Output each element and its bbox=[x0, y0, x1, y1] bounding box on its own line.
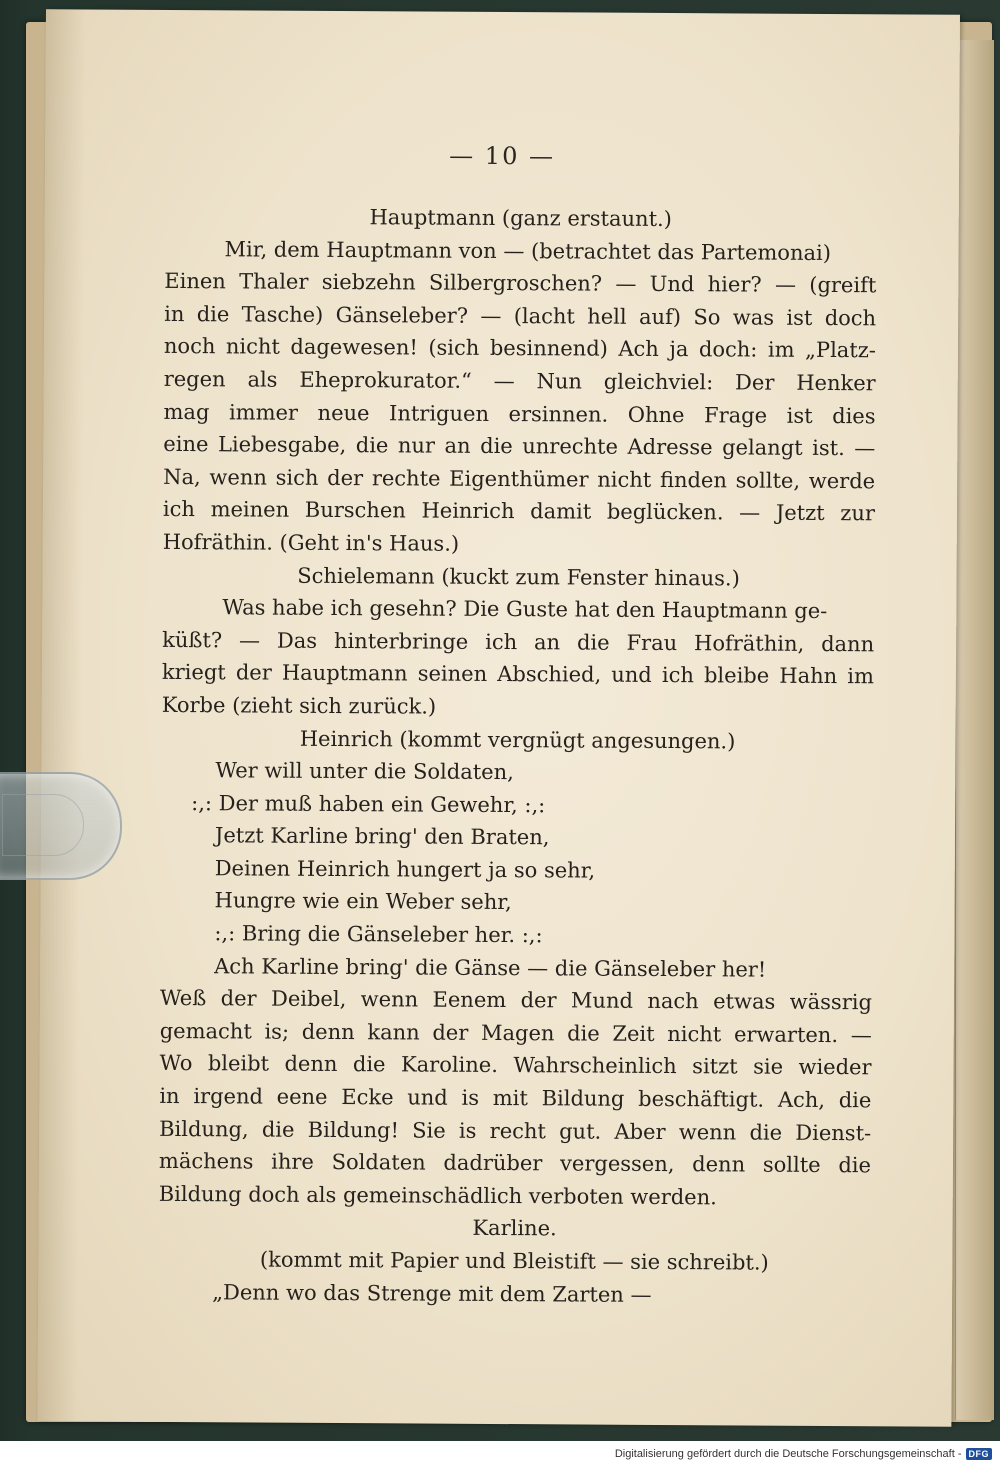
text-line: Jetzt Karline bring' den Braten, bbox=[214, 823, 550, 850]
text-line: :,: Der muß haben ein Gewehr, :,: bbox=[191, 790, 546, 817]
text-line: Hungre wie ein Weber sehr, bbox=[214, 888, 512, 915]
text-line: Deinen Heinrich hungert ja so sehr, bbox=[214, 856, 596, 883]
text-line: Korbe (zieht sich zurück.) bbox=[161, 692, 437, 719]
text-line: mächens ihre Soldaten dadrüber vergessen, denn sollte die bbox=[158, 1149, 872, 1178]
text-line: Karline. bbox=[472, 1216, 557, 1241]
text-line: Bildung doch als gemeinschädlich verboten werden. bbox=[158, 1181, 717, 1210]
text-line: Ach Karline bring' die Gänse — die Gänseleber her! bbox=[214, 953, 767, 982]
dfg-logo: DFG bbox=[966, 1448, 993, 1460]
text-line: mag immer neue Intriguen ersinnen. Ohne Frage ist dies bbox=[163, 399, 876, 428]
text-line: kriegt der Hauptmann seinen Abschied, und ich bleibe Hahn im bbox=[161, 660, 875, 689]
text-line: Was habe ich gesehn? Die Guste hat den Hauptmann ge- bbox=[222, 595, 828, 624]
text-line: gemacht is; denn kann der Magen die Zeit nicht erwarten. — bbox=[159, 1018, 872, 1048]
text-line: Weß der Deibel, wenn Eenem der Mund nach etwas wässrig bbox=[159, 986, 873, 1015]
digitization-footer bbox=[0, 1441, 1000, 1467]
page-number: — 10 — bbox=[449, 141, 556, 171]
footer-credit: Digitalisierung gefördert durch die Deutsche Forschungsgemeinschaft - bbox=[614, 1448, 962, 1460]
text-line: in irgend eene Ecke und is mit Bildung beschäftigt. Ach, die bbox=[159, 1083, 872, 1113]
bookmark-clip-inner bbox=[2, 794, 84, 856]
text-line: Hofräthin. (Geht in's Haus.) bbox=[162, 529, 460, 556]
text-line: Einen Thaler siebzehn Silbergroschen? — Und hier? — (greift bbox=[164, 269, 877, 298]
text-line: ich meinen Burschen Heinrich damit beglücken. — Jetzt zur bbox=[162, 497, 876, 526]
bookmark-clip bbox=[0, 772, 122, 880]
text-line: Heinrich (kommt vergnügt angesungen.) bbox=[299, 726, 736, 753]
page-text bbox=[158, 200, 877, 1313]
text-line: Schielemann (kuckt zum Fenster hinaus.) bbox=[297, 563, 740, 590]
text-line: „Denn wo das Strenge mit dem Zarten — bbox=[212, 1279, 652, 1307]
text-line: (kommt mit Papier und Bleistift — sie schreibt.) bbox=[259, 1247, 769, 1275]
text-line: regen als Eheprokurator.“ — Nun gleichviel: Der Henker bbox=[163, 366, 876, 396]
text-line: Wo bleibt denn die Karoline. Wahrscheinlich sitzt sie wieder bbox=[159, 1051, 872, 1080]
text-line: küßt? — Das hinterbringe ich an die Frau Hofräthin, dann bbox=[162, 627, 875, 656]
text-line: eine Liebesgabe, die nur an die unrechte Adresse gelangt ist. — bbox=[163, 432, 876, 461]
text-line: in die Tasche) Gänseleber? — (lacht hell auf) So was ist doch bbox=[164, 301, 877, 331]
text-line: Mir, dem Hauptmann von — (betrachtet das Partemonai) bbox=[224, 236, 832, 265]
text-line: Hauptmann (ganz erstaunt.) bbox=[369, 205, 672, 232]
text-line: :,: Bring die Gänseleber her. :,: bbox=[214, 921, 543, 948]
text-line: Bildung, die Bildung! Sie is recht gut. Aber wenn die Dienst- bbox=[159, 1116, 872, 1145]
page-edges bbox=[955, 40, 994, 1420]
text-line: noch nicht dagewesen! (sich besinnend) Ach ja doch: im „Platz- bbox=[163, 334, 877, 363]
text-line: Wer will unter die Soldaten, bbox=[215, 758, 514, 785]
book-page bbox=[37, 9, 960, 1427]
text-line: Na, wenn sich der rechte Eigenthümer nicht finden sollte, werde bbox=[163, 464, 876, 494]
